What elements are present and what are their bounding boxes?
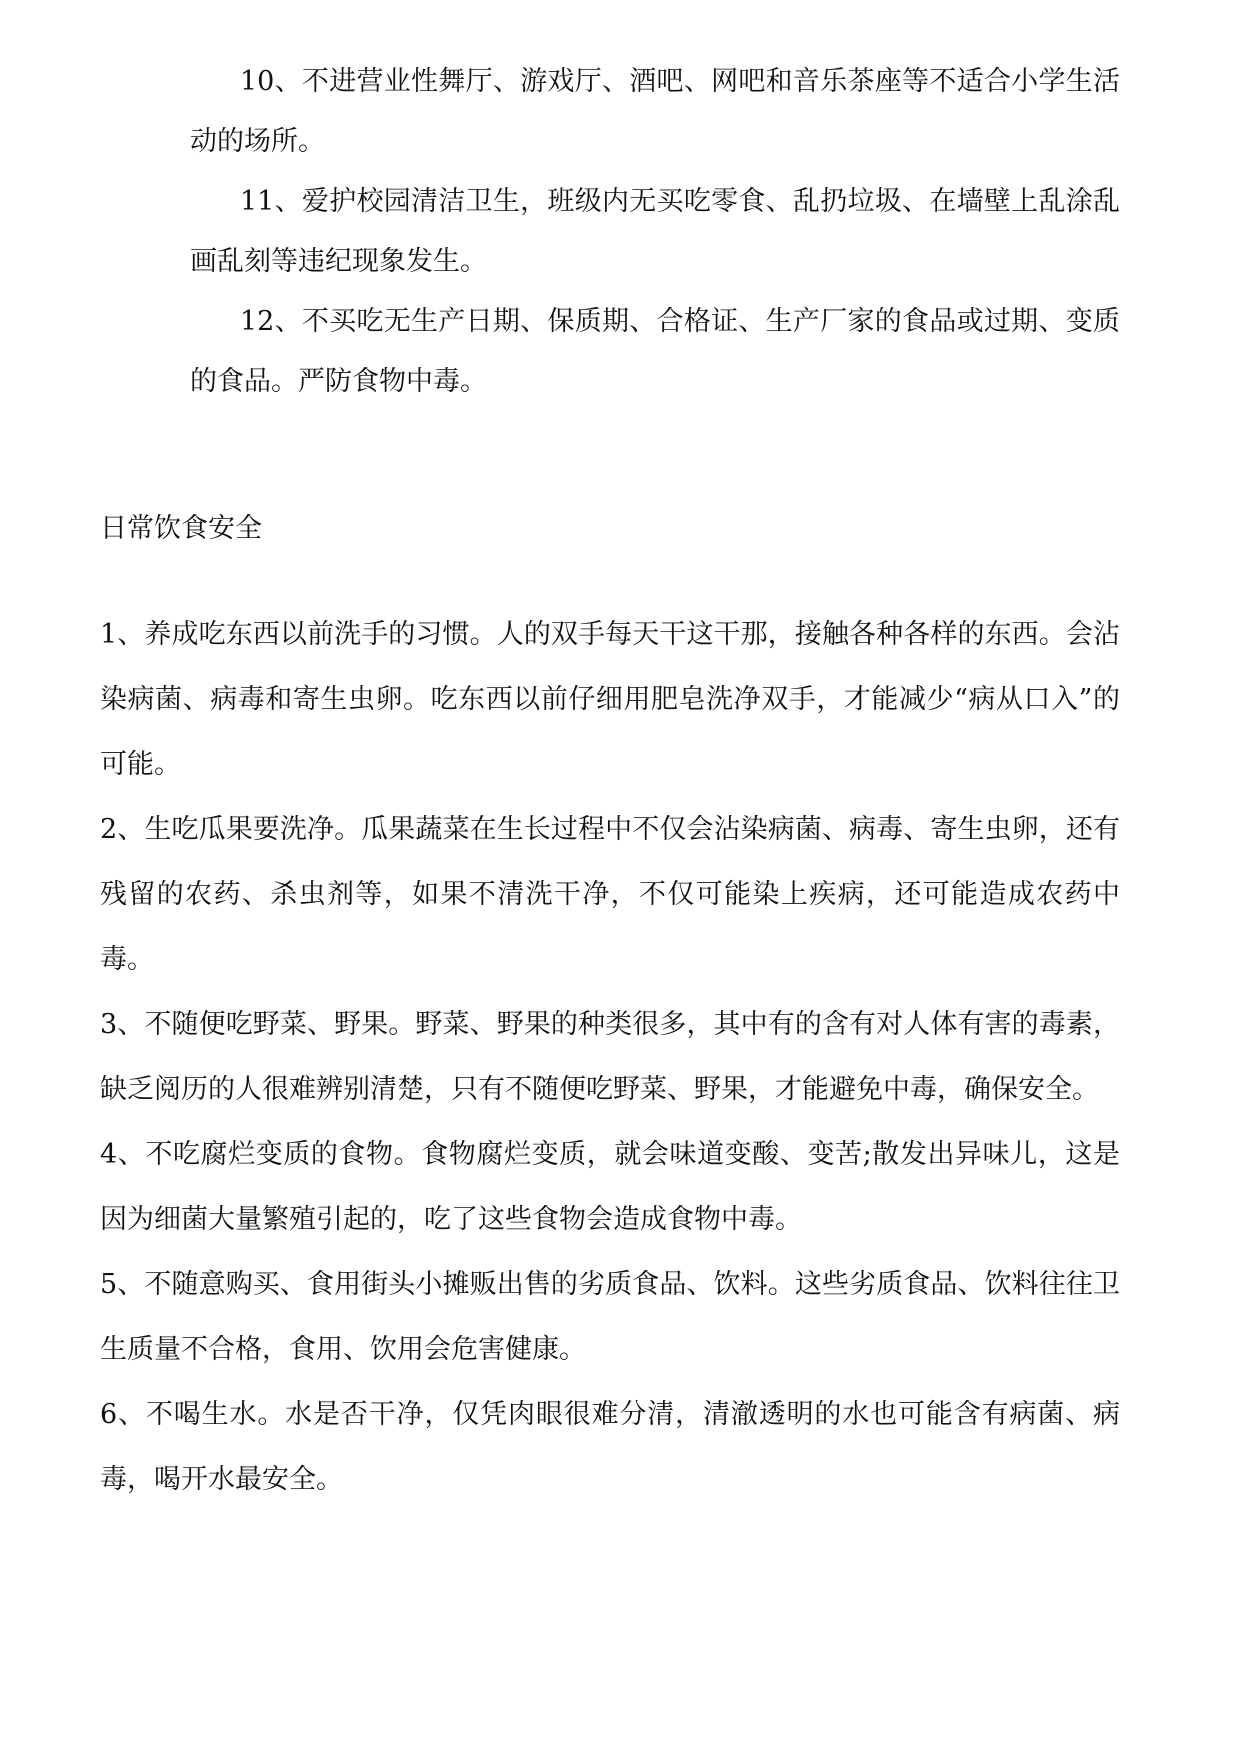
rule-paragraph: 11、爱护校园清洁卫生，班级内无买吃零食、乱扔垃圾、在墙壁上乱涂乱画乱刻等违纪现象发生。 xyxy=(190,186,1120,277)
tip-paragraph: 5、不随意购买、食用街头小摊贩出售的劣质食品、饮料。这些劣质食品、饮料往往卫生质量不合格，食用、饮用会危害健康。 xyxy=(100,1269,1120,1365)
school-rules-list xyxy=(190,52,1120,412)
tip-paragraph: 6、不喝生水。水是否干净，仅凭肉眼很难分清，清澈透明的水也可能含有病菌、病毒，喝开水最安全。 xyxy=(100,1399,1120,1495)
rule-paragraph: 10、不进营业性舞厅、游戏厅、酒吧、网吧和音乐茶座等不适合小学生活动的场所。 xyxy=(190,66,1120,157)
section-heading: 日常饮食安全 xyxy=(100,513,262,544)
rule-paragraph: 12、不买吃无生产日期、保质期、合格证、生产厂家的食品或过期、变质的食品。严防食物中毒。 xyxy=(190,306,1120,397)
tip-paragraph: 1、养成吃东西以前洗手的习惯。人的双手每天干这干那，接触各种各样的东西。会沾染病菌、病毒和寄生虫卵。吃东西以前仔细用肥皂洗净双手，才能减少“病从口入”的可能。 xyxy=(100,619,1120,780)
tip-paragraph: 3、不随便吃野菜、野果。野菜、野果的种类很多，其中有的含有对人体有害的毒素，缺乏阅历的人很难辨别清楚，只有不随便吃野菜、野果，才能避免中毒，确保安全。 xyxy=(100,1009,1120,1105)
tip-paragraph: 4、不吃腐烂变质的食物。食物腐烂变质，就会味道变酸、变苦;散发出异味儿，这是因为细菌大量繁殖引起的，吃了这些食物会造成食物中毒。 xyxy=(100,1139,1120,1235)
food-safety-tips xyxy=(100,602,1120,1512)
tip-paragraph: 2、生吃瓜果要洗净。瓜果蔬菜在生长过程中不仅会沾染病菌、病毒、寄生虫卵，还有残留的农药、杀虫剂等，如果不清洗干净，不仅可能染上疾病，还可能造成农药中毒。 xyxy=(100,814,1120,975)
